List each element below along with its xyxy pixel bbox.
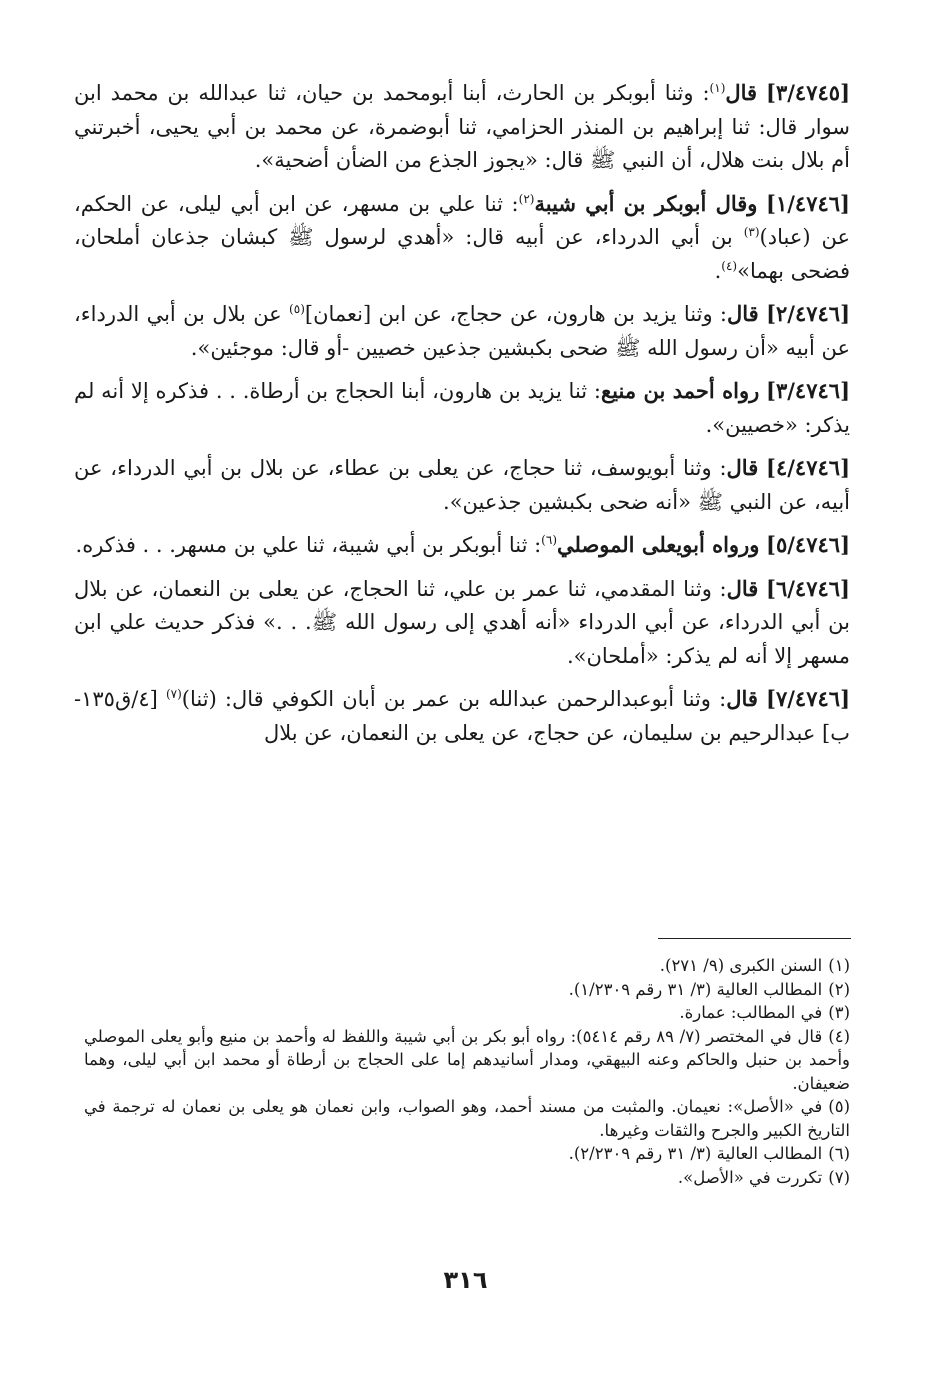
footnote-7 xyxy=(84,1166,850,1190)
footnote-1 xyxy=(84,954,850,978)
entry-text: : ثنا علي بن مسهر، عن ابن أبي ليلى، عن الحكم، عن (عباد) xyxy=(74,191,850,249)
footnote-ref: (٣) xyxy=(743,225,760,239)
entry-text: : ثنا أبوبكر بن أبي شيبة، ثنا علي بن مسهر. . . فذكره. xyxy=(75,533,542,557)
footnote-ref: (٦) xyxy=(541,533,557,547)
footnote-6 xyxy=(84,1142,850,1166)
footnote-number: (٦) xyxy=(828,1144,850,1163)
entry-5 xyxy=(74,451,850,519)
entry-text: بن أبي الدرداء، عن أبيه قال: «أهدي لرسول ﷺ كبشان جذعان أملحان، فضحى بهما» xyxy=(74,225,850,283)
entry-2 xyxy=(74,187,850,289)
page-number: ٣١٦ xyxy=(443,1266,488,1294)
entry-head: وقال أبوبكر بن أبي شيبة xyxy=(534,190,758,216)
footnote-ref: (٥) xyxy=(289,302,305,316)
footnote-number: (٣) xyxy=(828,1003,850,1022)
entry-head: قال xyxy=(727,301,759,326)
footnote-text: قال في المختصر (٧/ ٨٩ رقم ٥٤١٤): رواه أبو بكر بن أبي شيبة واللفظ له وأحمد بن منيع وأبو يعلى الموصلي وأحمد بن حنبل والحاكم وعنه البيهقي، ومدار أسانيدهم إما على الحجاج بن أرطاة أو محمد ابن أبي ليلى، وهما ضعيفان. xyxy=(84,1026,850,1093)
footnote-4 xyxy=(84,1025,850,1096)
footnote-number: (٥) xyxy=(828,1097,850,1116)
footnote-number: (١) xyxy=(828,956,850,975)
entry-3 xyxy=(74,297,850,365)
footnote-text: في المطالب: عمارة. xyxy=(679,1003,823,1022)
entry-4 xyxy=(74,374,850,442)
entry-6 xyxy=(74,528,850,563)
entry-text: : وثنا أبوعبدالرحمن عبدالله بن عمر بن أبان الكوفي قال: (ثنا) xyxy=(181,687,727,711)
footnote-text: المطالب العالية (٣/ ٣١ رقم ٢/٢٣٠٩). xyxy=(568,1144,823,1163)
footnote-divider xyxy=(658,938,851,939)
footnote-ref: (٤) xyxy=(721,258,738,273)
footnote-ref: (١) xyxy=(709,81,726,95)
footnote-number: (٧) xyxy=(828,1167,850,1187)
footnotes xyxy=(84,954,850,1189)
entry-ref: [٣/٤٧٤٦] xyxy=(766,378,850,403)
entry-head: قال xyxy=(726,686,758,711)
footnote-2 xyxy=(84,978,850,1002)
entry-8 xyxy=(74,682,850,750)
footnote-number: (٢) xyxy=(828,979,850,999)
entry-7 xyxy=(74,572,850,674)
entry-head: قال xyxy=(725,80,758,105)
footnote-text: تكررت في «الأصل». xyxy=(677,1167,823,1187)
footnote-ref: (٧) xyxy=(165,687,182,701)
entry-ref: [٤/٤٧٤٦] xyxy=(766,455,850,480)
entry-1 xyxy=(74,76,850,178)
footnote-text: في «الأصل»: نعيمان. والمثبت من مسند أحمد، وهو الصواب، وابن نعمان هو يعلى بن نعمان له ترجمة في التاريخ الكبير والجرح والثقات وغيرها. xyxy=(84,1097,850,1140)
entry-text: . xyxy=(714,258,722,283)
entry-ref: [١/٤٧٤٦] xyxy=(766,190,850,216)
entry-ref: [٧/٤٧٤٦] xyxy=(766,686,850,711)
entry-text: : ثنا يزيد بن هارون، أبنا الحجاج بن أرطاة. . . فذكره إلا أنه لم يذكر: «خصيين». xyxy=(74,379,850,437)
footnote-ref: (٢) xyxy=(518,191,535,206)
entry-ref: [٢/٤٧٤٦] xyxy=(766,301,851,326)
entry-text: : وثنا المقدمي، ثنا عمر بن علي، ثنا الحجاج، عن يعلى بن النعمان، عن بلال بن أبي الدرداء، عن أبي الدرداء «أنه أهدي إلى رسول الله ﷺ. . .» فذكر حديث علي ابن مسهر إلا أنه لم يذكر: «أملحان». xyxy=(74,576,850,668)
footnote-5 xyxy=(84,1095,850,1142)
entry-text: : وثنا يزيد بن هارون، عن حجاج، عن ابن [نعمان] xyxy=(304,302,728,326)
footnote-number: (٤) xyxy=(828,1026,850,1046)
entry-head: ورواه أبويعلى الموصلي xyxy=(557,532,760,557)
footnote-text: السنن الكبرى (٩/ ٢٧١). xyxy=(659,956,823,975)
footnote-3 xyxy=(84,1001,850,1025)
footnote-text: المطالب العالية (٣/ ٣١ رقم ١/٢٣٠٩). xyxy=(568,979,823,999)
entry-text: : وثنا أبويوسف، ثنا حجاج، عن يعلى بن عطاء، عن بلال بن أبي الدرداء، عن أبيه، عن النبي ﷺ «أنه ضحى بكبشين جذعين». xyxy=(74,456,850,514)
entry-ref: [٣/٤٧٤٥] xyxy=(766,80,850,105)
entry-text: [٤/ق١٣٥-ب] عبدالرحيم بن سليمان، عن حجاج، عن يعلى بن النعمان، عن بلال xyxy=(74,687,850,745)
entry-text: : وثنا أبوبكر بن الحارث، أبنا أبومحمد بن حيان، ثنا عبدالله بن محمد ابن سوار قال: ثنا إبراهيم بن المنذر الحزامي، ثنا أبوضمرة، عن محمد بن أبي يحيى، أخبرتني أم بلال بنت هلال، أن النبي ﷺ قال: «يجوز الجذع من الضأن أضحية». xyxy=(74,81,850,172)
entry-head: رواه أحمد بن منيع xyxy=(601,378,760,403)
main-text xyxy=(74,76,850,750)
entry-head: قال xyxy=(726,455,759,480)
entry-ref: [٦/٤٧٤٦] xyxy=(766,575,850,601)
entry-text: عن بلال بن أبي الدرداء، عن أبيه «أن رسول الله ﷺ ضحى بكبشين جذعين خصيين -أو قال: موجئين». xyxy=(74,302,850,360)
entry-ref: [٥/٤٧٤٦] xyxy=(766,532,850,557)
entry-head: قال xyxy=(726,575,759,601)
